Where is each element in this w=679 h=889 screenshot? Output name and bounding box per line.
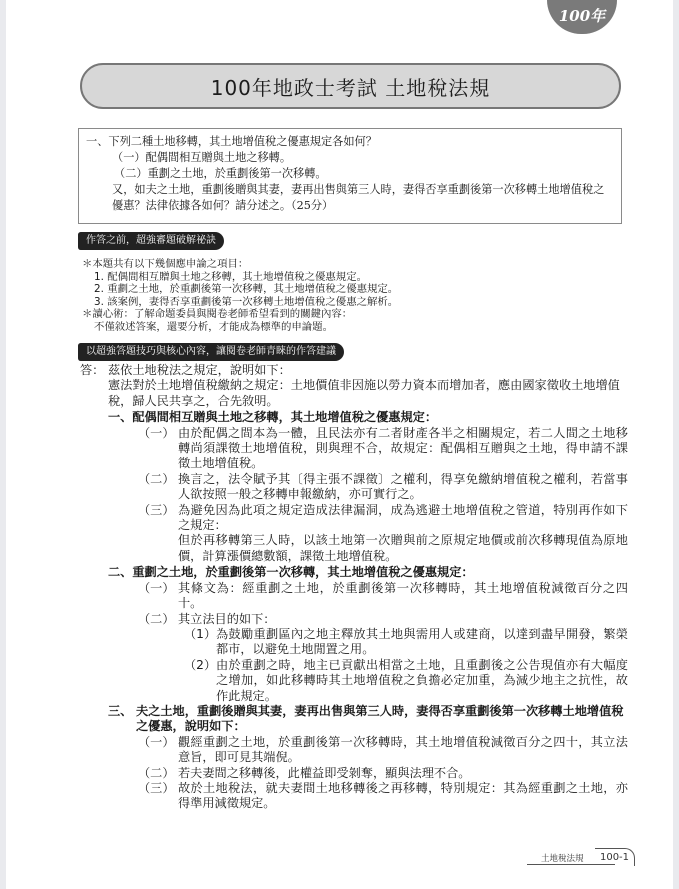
item-text: 由於配偶之間本為一體，且民法亦有二者財產各半之相關規定，若二人間之土地移轉尚須課徵土地增值稅，則與理不合，故規定：配偶相互贈與之土地，得申請不課徵土地增值稅。 (178, 425, 628, 471)
question-box (78, 128, 622, 224)
heading-text: 夫之土地，重劃後贈與其妻，妻再出售與第三人時，妻得否享重劃後第一次移轉土地增值稅之優惠，說明如下： (136, 703, 624, 734)
page-number: 100-1 (595, 848, 635, 866)
tips-item: 3. 該案例，妻得否享重劃後第一次移轉土地增值稅之優惠之解析。 (94, 295, 399, 308)
item-text: 由於重劃之時，地主已貢獻出相當之土地，且重劃後之公告現值亦有大幅度之增加，如此移轉時其土地增值稅之負擔必定加重，為減少地主之抗性，故作此規定。 (216, 657, 628, 703)
item-number: （二） (138, 765, 175, 780)
sub-list-item (80, 658, 628, 704)
page-title: 100年地政士考試 土地稅法規 (80, 63, 621, 109)
section-pill-answer: 以超強答題技巧與核心內容，讓閱卷老師青睞的作答建議 (78, 343, 344, 361)
item-number: （二） (138, 611, 175, 626)
item-text: 其立法目的如下： (178, 611, 276, 626)
question-line: 又，如夫之土地，重劃後贈與其妻，妻再出售與第三人時，妻得否享重劃後第一次移轉土地增值稅之優惠？法律依據各如何？請分述之。（25分） (112, 183, 605, 212)
page-footer (527, 848, 639, 870)
tips-item: 2. 重劃之土地，於重劃後第一次移轉，其土地增值稅之優惠規定。 (94, 283, 399, 295)
list-item (80, 735, 628, 766)
item-text: 其條文為：經重劃之土地，於重劃後第一次移轉時，其土地增值稅減徵百分之四十。 (178, 580, 628, 611)
item-number: （三） (138, 780, 175, 795)
list-item (80, 781, 628, 812)
question-line: 一、下列二種土地移轉，其土地增值稅之優惠規定各如何？ (86, 135, 377, 148)
list-item (80, 472, 628, 503)
item-text: 為避免因為此項之規定造成法律漏洞，成為逃避土地增值稅之管道，特別再作如下之規定： (178, 502, 628, 533)
answer-label: 答： (80, 363, 105, 377)
item-number: （二） (138, 471, 175, 486)
list-item (80, 581, 628, 612)
list-item (80, 503, 628, 534)
item-continuation: 但於再移轉第三人時，以該土地第一次贈與前之原規定地價或前次移轉現值為原地價，計算漲價總數額，課徵土地增值稅。 (178, 533, 628, 563)
answer-block (80, 363, 628, 812)
section-heading-1: 一、配偶間相互贈與土地之移轉，其土地增值稅之優惠規定： (108, 410, 438, 425)
answer-intro: 茲依土地稅法之規定，說明如下： (108, 363, 291, 377)
item-text: 觀經重劃之土地，於重劃後第一次移轉時，其土地增值稅減徵百分之四十，其立法意旨，即可見其端倪。 (178, 734, 628, 765)
tips-intro: ＊本題共有以下幾個應申論之項目： (82, 258, 249, 270)
item-number: （1） (184, 626, 217, 641)
item-number: （2） (184, 657, 217, 672)
item-text: 換言之，法令賦予其〔得主張不課徵〕之權利，得享免繳納增值稅之權利，若當事人欲按照一般之移轉申報繳納，亦可實行之。 (178, 471, 628, 502)
list-item (80, 766, 628, 781)
question-sub-item: （一）配偶間相互贈與土地之移轉。 (112, 151, 292, 164)
section-pill-tips: 作答之前，超強審題破解祕訣 (78, 232, 224, 250)
list-item (80, 612, 628, 627)
answer-intro-row (80, 363, 628, 378)
sub-list-item (80, 627, 628, 658)
tips-item: 1. 配偶間相互贈與土地之移轉，其土地增值稅之優惠規定。 (94, 270, 367, 283)
item-number: （一） (138, 580, 175, 595)
heading-number: 三、 (108, 703, 133, 718)
item-number: （三） (138, 502, 175, 517)
year-tab: 100年 (547, 0, 617, 34)
item-text: 故於土地稅法，就夫妻間土地移轉後之再移轉，特別規定：其為經重劃之土地，亦得準用減徵規定。 (178, 780, 628, 811)
document-page (6, 0, 673, 889)
section-heading-2: 二、重劃之土地，於重劃後第一次移轉，其土地增值稅之優惠規定： (108, 565, 474, 580)
item-text: 為鼓勵重劃區內之地主釋放其土地與需用人或建商，以達到盡早開發，繁榮都市，以避免土地閒置之用。 (216, 626, 628, 657)
tips-mind: ＊讀心術：了解命題委員與閱卷老師希望看到的關鍵內容： (82, 308, 353, 320)
answer-paragraph: 憲法對於土地增值稅繳納之規定：土地價值非因施以勞力資本而增加者，應由國家徵收土地增值稅，歸人民共享之，合先敘明。 (108, 378, 620, 408)
footer-chapter: 土地稅法規 (541, 854, 584, 864)
section-heading-3 (80, 704, 628, 735)
question-sub-item: （二）重劃之土地，於重劃後第一次移轉。 (114, 167, 327, 180)
item-number: （一） (138, 425, 175, 440)
tips-block (82, 258, 622, 333)
item-text: 若夫妻間之移轉後，此權益即受剝奪，顯與法理不合。 (178, 765, 471, 780)
list-item (80, 426, 628, 472)
item-number: （一） (138, 734, 175, 749)
tips-mind-cont: 不僅敘述答案，還要分析，才能成為標準的申論題。 (94, 320, 333, 333)
